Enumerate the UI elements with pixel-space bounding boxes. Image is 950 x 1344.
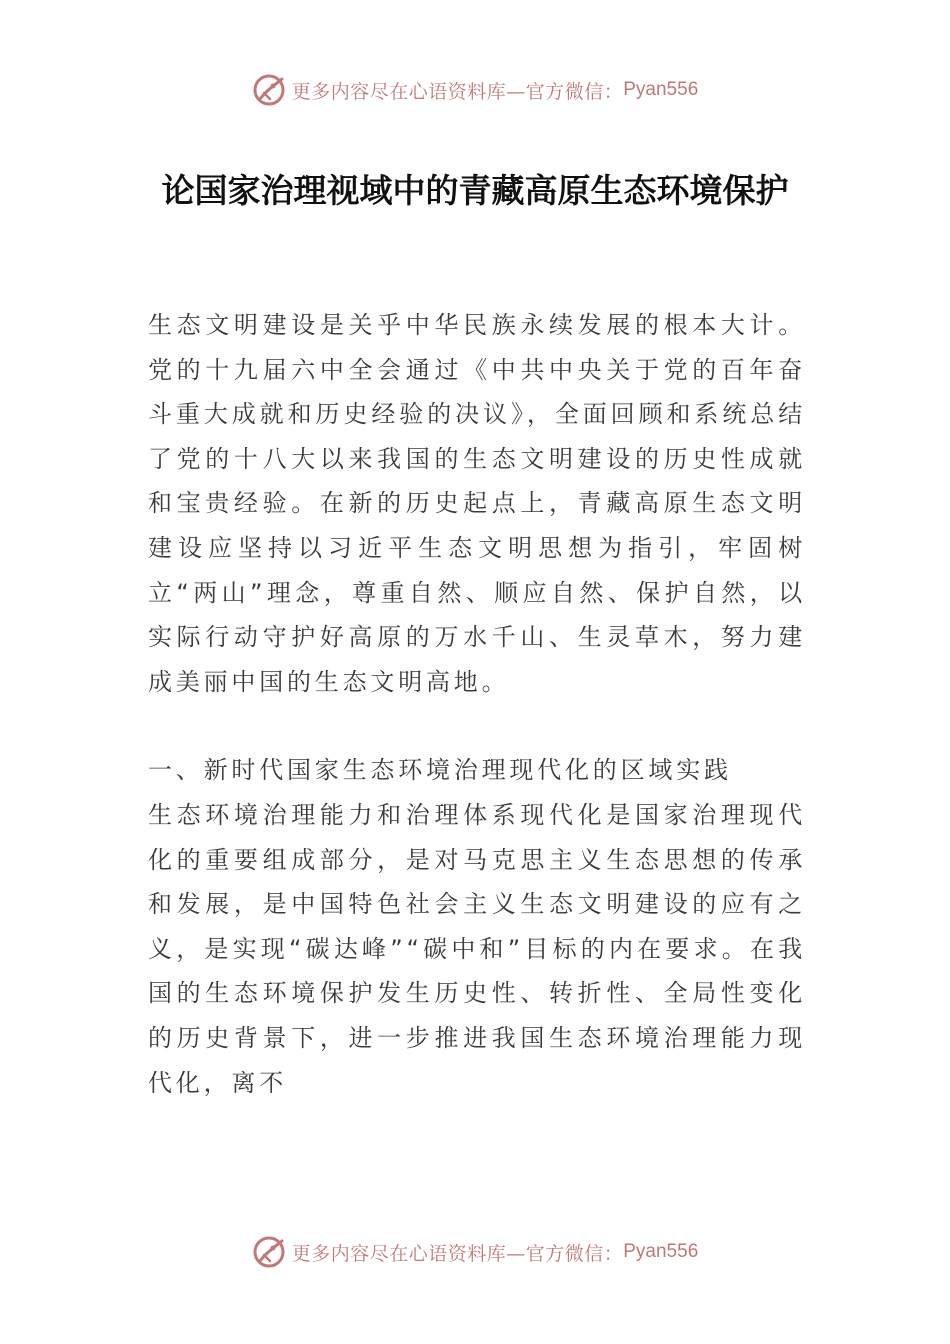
section-1-paragraph: 生态环境治理能力和治理体系现代化是国家治理现代化的重要组成部分，是对马克思主义生态思想的传承和发展，是中国特色社会主义生态文明建设的应有之义，是实现“碳达峰”“碳中和”目标的内在要求。在我国的生态环境保护发生历史性、转折性、全局性变化的历史背景下，进一步推进我国生态环境治理能力现代化，离不 bbox=[148, 800, 806, 1097]
intro-paragraph: 生态文明建设是关乎中华民族永续发展的根本大计。党的十九届六中全会通过《中共中央关于党的百年奋斗重大成就和历史经验的决议》，全面回顾和系统总结了党的十八大以来我国的生态文明建设的历史性成就和宝贵经验。在新的历史起点上，青藏高原生态文明建设应坚持以习近平生态文明思想为指引，牢固树立“两山”理念，尊重自然、顺应自然、保护自然，以实际行动守护好高原的万水千山、生灵草木，努力建成美丽中国的生态文明高地。 bbox=[148, 311, 806, 696]
brush-logo-icon bbox=[252, 1235, 286, 1269]
header-watermark bbox=[0, 70, 950, 110]
watermark-text: 更多内容尽在心语资料库—官方微信： bbox=[291, 1242, 624, 1265]
watermark-wechat-id: Pyan556 bbox=[623, 79, 699, 100]
document-title: 论国家治理视域中的青藏高原生态环境保护 bbox=[161, 171, 789, 210]
watermark-wechat-id: Pyan556 bbox=[623, 1241, 699, 1262]
watermark-text: 更多内容尽在心语资料库—官方微信： bbox=[291, 80, 624, 103]
section-1-heading: 一、新时代国家生态环境治理现代化的区域实践 bbox=[148, 756, 732, 785]
footer-watermark bbox=[0, 1232, 950, 1272]
brush-logo-icon bbox=[252, 73, 286, 107]
document-body bbox=[148, 303, 806, 1105]
